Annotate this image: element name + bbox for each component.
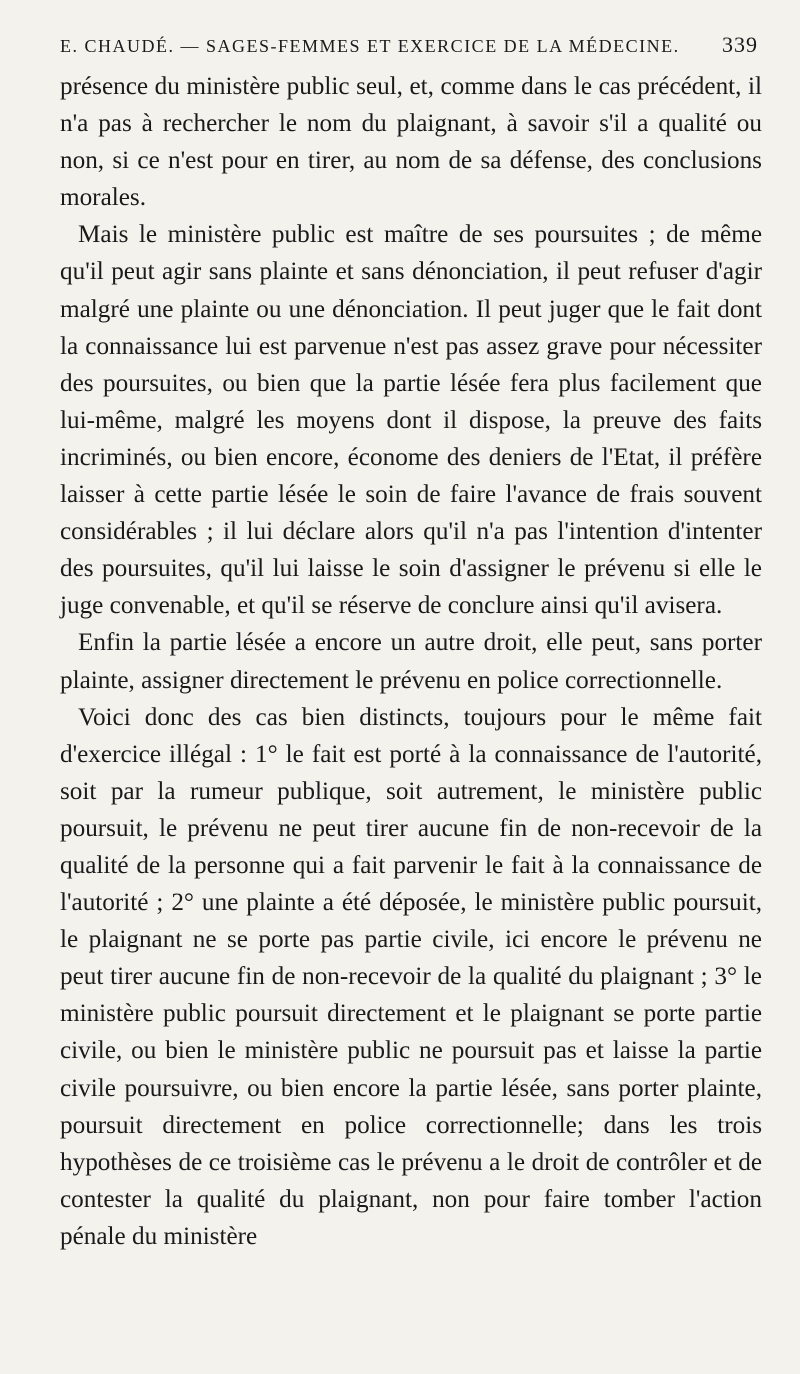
paragraph-3: Enfin la partie lésée a encore un autre droit, elle peut, sans porter plainte, assigner directement le prévenu en police correctionnelle.	[60, 629, 762, 694]
body-text	[60, 68, 762, 1255]
page-number: 339	[722, 32, 758, 57]
paragraph-4: Voici donc des cas bien distincts, toujours pour le même fait d'exercice illégal : 1° le fait est porté à la connaissance de l'autorité, soit par la rumeur publique, soit autrement, le ministère public poursuit, le prévenu ne peut tirer aucune fin de non-recevoir de la qualité de la personne qui a fait parvenir le fait à la connaissance de l'autorité ; 2° une plainte a été déposée, le ministère public poursuit, le plaignant ne se porte pas partie civile, ici encore le prévenu ne peut tirer aucune fin de non-recevoir de la qualité du plaignant ; 3° le ministère public poursuit directement et le plaignant se porte partie civile, ou bien le ministère public ne poursuit pas et laisse la partie civile poursuivre, ou bien encore la partie lésée, sans porter plainte, poursuit directement en police correctionnelle; dans les trois hypothèses de ce troisième cas le prévenu a le droit de contrôler et de contester la qualité du plaignant, non pour faire tomber l'action pénale du ministère	[60, 703, 762, 1250]
running-title: E. CHAUDÉ. — SAGES-FEMMES ET EXERCICE DE LA MÉDECINE.	[60, 36, 680, 56]
paragraph-2: Mais le ministère public est maître de ses poursuites ; de même qu'il peut agir sans plainte et sans dénonciation, il peut refuser d'agir malgré une plainte ou une dénonciation. Il peut juger que le fait dont la connaissance lui est parvenue n'est pas assez grave pour nécessiter des poursuites, ou bien que la partie lésée fera plus facilement que lui-même, malgré les moyens dont il dispose, la preuve des faits incriminés, ou bien encore, économe des deniers de l'Etat, il préfère laisser à cette partie lésée le soin de faire l'avance de frais souvent considérables ; il lui déclare alors qu'il n'a pas l'intention d'intenter des poursuites, qu'il lui laisse le soin d'assigner le prévenu si elle le juge convenable, et qu'il se réserve de conclure ainsi qu'il avisera.	[60, 221, 762, 620]
paragraph-1: présence du ministère public seul, et, comme dans le cas précédent, il n'a pas à rechercher le nom du plaignant, à savoir s'il a qualité ou non, si ce n'est pour en tirer, au nom de sa défense, des conclusions morales.	[60, 73, 762, 212]
running-head	[60, 32, 762, 68]
